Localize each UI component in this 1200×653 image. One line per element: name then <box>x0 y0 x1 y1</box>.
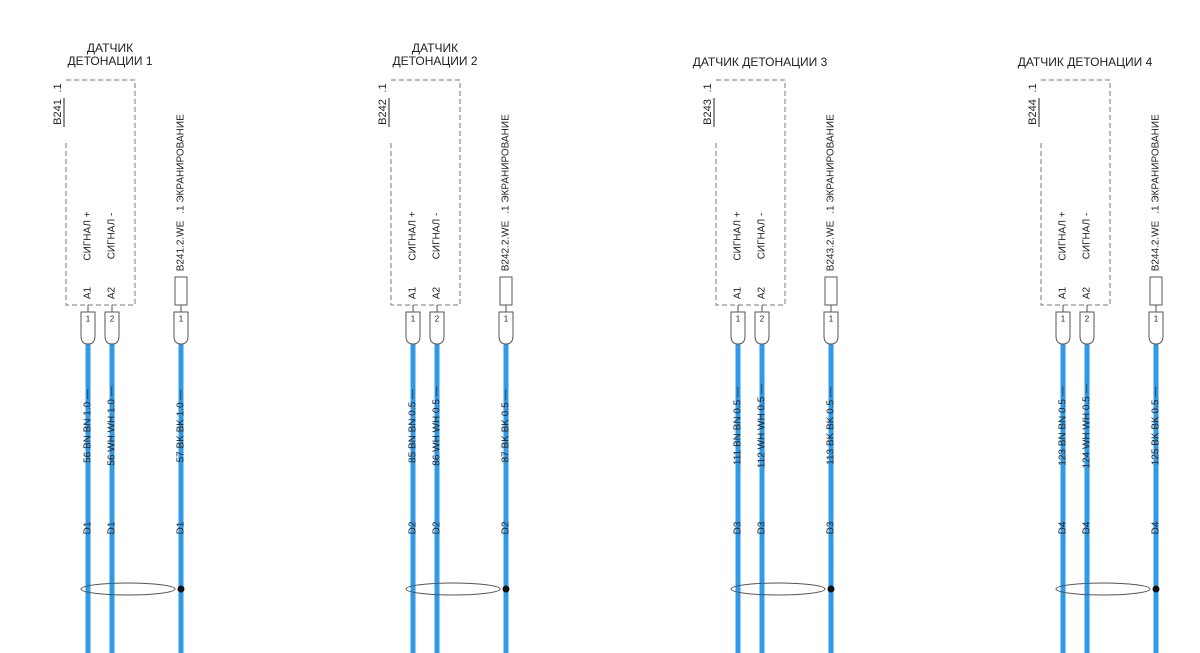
harness-label: D1 <box>175 521 187 535</box>
sensor-title: ДАТЧИК ДЕТОНАЦИИ 2 <box>392 41 478 68</box>
pin-a1-label: A1 <box>1057 286 1069 300</box>
harness-label: D3 <box>756 521 768 535</box>
terminal-number: 1 <box>828 314 834 324</box>
wire-label: 124 WH WH 0.5 — <box>1081 383 1093 469</box>
wire-label: 123 BN BN 0.5 — <box>1057 386 1069 466</box>
shield-ellipse <box>1056 583 1150 595</box>
pin-a1-label: A1 <box>82 286 94 300</box>
harness-label: D3 <box>732 521 744 535</box>
wire-label: 56 BN BN 1.0 — <box>82 389 94 463</box>
harness-label: D2 <box>500 521 512 535</box>
harness-label: D2 <box>431 521 443 535</box>
signal-minus-label: СИГНАЛ - <box>1081 212 1093 260</box>
terminal-number: 1 <box>1060 314 1066 324</box>
terminal-number: 1 <box>503 314 509 324</box>
shield-label: .1 ЭКРАНИРОВАНИЕ <box>500 114 512 214</box>
signal-plus-label: СИГНАЛ + <box>407 211 419 261</box>
sensor-ref: B243 <box>702 99 714 125</box>
sensor-housing-outline <box>391 80 460 305</box>
wire-label: 125 BK BK 0.5 — <box>1150 386 1162 466</box>
terminal-number: 1 <box>410 314 416 324</box>
sensor-ref-suffix: .1 <box>377 83 389 93</box>
sensor-ref-suffix: .1 <box>52 83 64 93</box>
sensor-ref-suffix: .1 <box>702 83 714 93</box>
shield-connector <box>175 277 187 305</box>
pin-a2-label: A2 <box>756 286 768 300</box>
harness-label: D1 <box>106 521 118 535</box>
harness-label: D4 <box>1081 521 1093 535</box>
terminal-number: 2 <box>759 314 765 324</box>
terminal-number: 1 <box>85 314 91 324</box>
sensor-ref: B242 <box>377 99 389 125</box>
sensor-housing-outline <box>716 80 785 305</box>
signal-plus-label: СИГНАЛ + <box>1057 211 1069 261</box>
terminal-number: 2 <box>1084 314 1090 324</box>
wire-label: 111 BN BN 0.5 — <box>732 387 744 465</box>
signal-plus-label: СИГНАЛ + <box>732 211 744 261</box>
pin-a2-label: A2 <box>106 286 118 300</box>
shield-ref: B243.2.WE <box>825 220 837 272</box>
wire-label: 56 WH WH 1.0 — <box>106 386 118 466</box>
terminal-number: 1 <box>1153 314 1159 324</box>
pin-a2-label: A2 <box>1081 286 1093 300</box>
harness-label: D4 <box>1150 521 1162 535</box>
shield-label: .1 ЭКРАНИРОВАНИЕ <box>825 114 837 214</box>
shield-junction-dot <box>503 586 510 593</box>
signal-plus-label: СИГНАЛ + <box>82 211 94 261</box>
shield-ellipse <box>81 583 175 595</box>
shield-ref: B244.2.WE <box>1150 220 1162 272</box>
sensor-ref: B241 <box>52 99 64 125</box>
terminal-number: 2 <box>109 314 115 324</box>
harness-label: D3 <box>825 521 837 535</box>
terminal-number: 2 <box>434 314 440 324</box>
shield-junction-dot <box>828 586 835 593</box>
terminal-number: 1 <box>735 314 741 324</box>
harness-label: D4 <box>1057 521 1069 535</box>
shield-label: .1 ЭКРАНИРОВАНИЕ <box>175 114 187 214</box>
harness-label: D1 <box>82 521 94 535</box>
shield-junction-dot <box>1153 586 1160 593</box>
pin-a1-label: A1 <box>732 286 744 300</box>
pin-a2-label: A2 <box>431 286 443 300</box>
sensor-title: ДАТЧИК ДЕТОНАЦИИ 3 <box>692 55 828 69</box>
terminal-number: 1 <box>178 314 184 324</box>
shield-connector <box>825 277 837 305</box>
signal-minus-label: СИГНАЛ - <box>756 212 768 260</box>
shield-connector <box>1150 277 1162 305</box>
sensor-ref: B244 <box>1027 99 1039 125</box>
sensor-ref-suffix: .1 <box>1027 83 1039 93</box>
signal-minus-label: СИГНАЛ - <box>106 212 118 260</box>
shield-junction-dot <box>178 586 185 593</box>
sensor-housing-outline <box>1041 80 1110 305</box>
wire-label: 87 BK BK 0.5 — <box>500 389 512 463</box>
harness-label: D2 <box>407 521 419 535</box>
wire-label: 85 BN BN 0.5 — <box>407 389 419 463</box>
pin-a1-label: A1 <box>407 286 419 300</box>
sensor-title: ДАТЧИК ДЕТОНАЦИИ 1 <box>67 41 153 68</box>
sensor-housing-outline <box>66 80 135 305</box>
wire-label: 113 BK BK 0.5 — <box>825 387 837 465</box>
signal-minus-label: СИГНАЛ - <box>431 212 443 260</box>
shield-ref: B242.2.WE <box>500 220 512 272</box>
wire-label: 112 WH WH 0.5 — <box>756 383 768 469</box>
wire-label: 57 BK BK 1.0 — <box>175 389 187 463</box>
shield-ellipse <box>406 583 500 595</box>
sensor-title: ДАТЧИК ДЕТОНАЦИИ 4 <box>1017 55 1153 69</box>
shield-ellipse <box>731 583 825 595</box>
shield-connector <box>500 277 512 305</box>
wire-label: 86 WH WH 0.5 — <box>431 386 443 466</box>
shield-label: .1 ЭКРАНИРОВАНИЕ <box>1150 114 1162 214</box>
shield-ref: B241.2.WE <box>175 220 187 272</box>
